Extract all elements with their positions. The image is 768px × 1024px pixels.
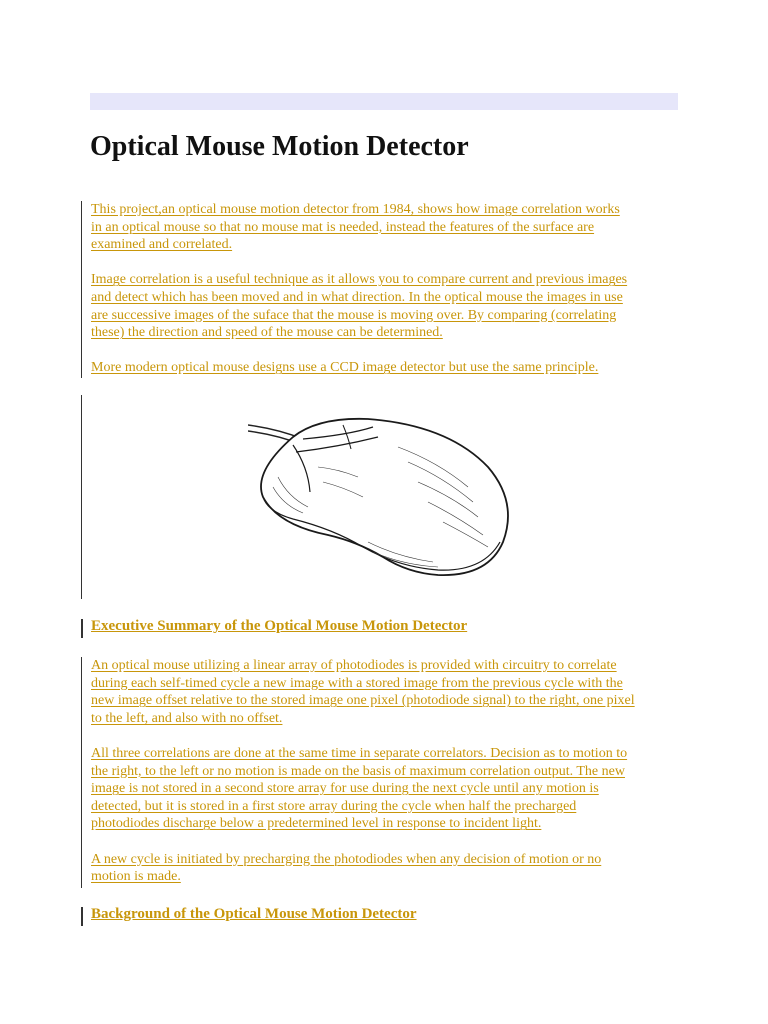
background-heading-row [81, 907, 683, 926]
summary-p1-line-3[interactable]: new image offset relative to the stored image one pixel (photodiode signal) to the right, one pixel [91, 693, 635, 709]
summary-p2-line-2[interactable]: the right, to the left or no motion is made on the basis of maximum correlation output. The new [91, 763, 625, 779]
mouse-illustration [248, 407, 518, 587]
intro-p3-line-1[interactable]: More modern optical mouse designs use a CCD image detector but use the same principle. [91, 360, 599, 376]
intro-paragraph-3 [91, 359, 679, 377]
intro-p1-line-2[interactable]: in an optical mouse so that no mouse mat is needed, instead the features of the surface are [91, 219, 595, 235]
top-banner-bar [90, 93, 678, 110]
intro-section [81, 201, 679, 378]
summary-p1-line-1[interactable]: An optical mouse utilizing a linear array of photodiodes is provided with circuitry to correlate [91, 658, 617, 673]
intro-p2-line-1[interactable]: Image correlation is a useful technique as it allows you to compare current and previous images [91, 272, 628, 288]
summary-paragraph-3 [91, 851, 679, 886]
summary-heading-link[interactable]: Executive Summary of the Optical Mouse Motion Detector [91, 618, 468, 634]
intro-p1-line-3[interactable]: examined and correlated. [91, 237, 233, 253]
summary-heading-row [81, 619, 683, 638]
summary-p2-line-5[interactable]: photodiodes discharge below a predetermined level in response to incident light. [91, 816, 542, 832]
intro-paragraph-2 [91, 271, 679, 341]
summary-paragraph-2 [91, 745, 679, 833]
summary-p2-line-4[interactable]: detected, but it is stored in a first store array during the cycle when half the precharged [91, 798, 577, 814]
summary-p2-line-1[interactable]: All three correlations are done at the same time in separate correlators. Decision as to motion to [91, 745, 628, 761]
intro-p2-line-2[interactable]: and detect which has been moved and in what direction. In the optical mouse the images in use [91, 289, 623, 305]
intro-paragraph-1 [91, 201, 679, 254]
summary-p3-line-2[interactable]: motion is made. [91, 869, 181, 885]
summary-p1-line-4[interactable]: to the left, and also with no offset. [91, 710, 283, 726]
summary-p1-line-2[interactable]: during each self-timed cycle a new image with a stored image from the previous cycle with the [91, 675, 623, 691]
summary-p2-line-3[interactable]: image is not stored in a second store array for use during the next cycle until any motion is [91, 781, 599, 797]
intro-p2-line-3[interactable]: are successive images of the suface that the mouse is moving over. By comparing (correlating [91, 307, 617, 323]
summary-section [81, 657, 679, 888]
background-heading-link[interactable]: Background of the Optical Mouse Motion Detector [91, 906, 417, 922]
mouse-illustration-block [81, 395, 679, 599]
intro-p2-line-4[interactable]: these) the direction and speed of the mouse can be determined. [91, 325, 443, 341]
intro-p1-line-1[interactable]: This project,an optical mouse motion detector from 1984, shows how image correlation works [91, 202, 620, 217]
page-title: Optical Mouse Motion Detector [90, 131, 469, 162]
summary-p3-line-1[interactable]: A new cycle is initiated by precharging the photodiodes when any decision of motion or no [91, 851, 602, 867]
summary-paragraph-1 [91, 657, 679, 727]
